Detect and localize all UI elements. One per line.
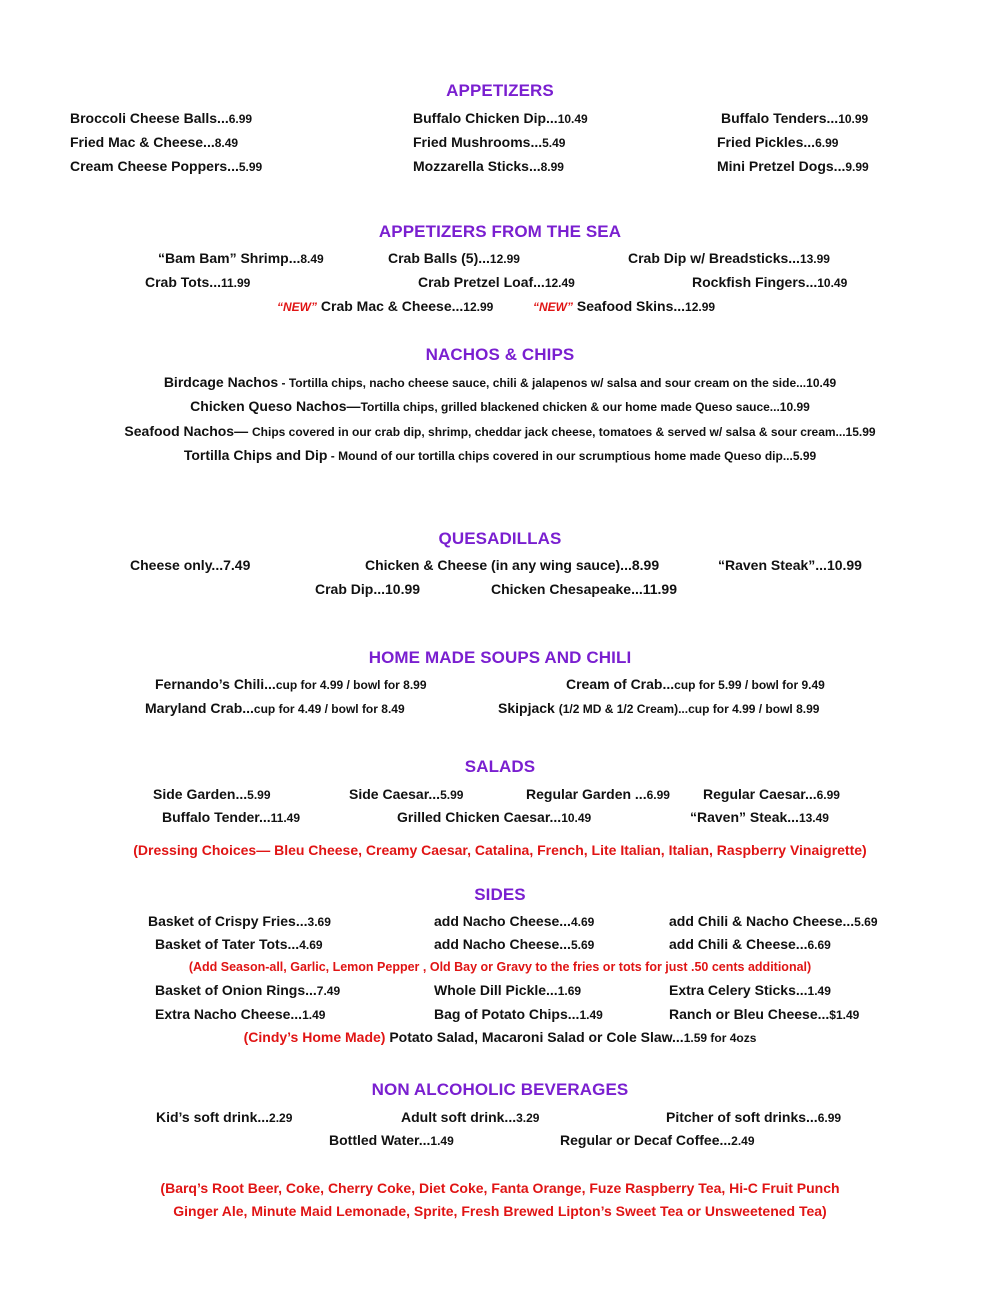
salads-heading: SALADS [464,757,536,776]
soups-heading: HOME MADE SOUPS AND CHILI [368,648,632,667]
menu-item: Crab Tots...11.99 [145,274,251,290]
menu-item: Buffalo Chicken Dip...10.49 [413,110,588,126]
menu-item: add Chili & Cheese...6.69 [669,936,831,952]
menu-item: Crab Dip w/ Breadsticks...13.99 [628,250,830,266]
menu-item: Basket of Crispy Fries...3.69 [148,913,331,929]
menu-item: Tortilla Chips and Dip - Mound of our tortilla chips covered in our scrumptious home made Queso dip...5.99 [183,447,817,463]
menu-item: Crab Balls (5)...12.99 [388,250,520,266]
menu-item: add Nacho Cheese...4.69 [434,913,595,929]
menu-item: “NEW” Seafood Skins...12.99 [533,298,716,314]
menu-item: Broccoli Cheese Balls...6.99 [70,110,253,126]
menu-item: Seafood Nachos— Chips covered in our crab dip, shrimp, cheddar jack cheese, tomatoes & served w/ salsa & sour cream...15.99 [124,423,876,439]
menu-item: Kid’s soft drink...2.29 [156,1109,293,1125]
menu-item: Pitcher of soft drinks...6.99 [666,1109,842,1125]
soft-drink-list-line-2: Ginger Ale, Minute Maid Lemonade, Sprite, Fresh Brewed Lipton’s Sweet Tea or Unsweetened Tea) [173,1203,827,1219]
menu-item: Side Caesar...5.99 [349,786,464,802]
menu-item: Bag of Potato Chips...1.49 [434,1006,603,1022]
menu-item: Fernando’s Chili...cup for 4.99 / bowl for 8.99 [155,676,427,692]
menu-item: Regular Garden ...6.99 [526,786,670,802]
menu-item: Grilled Chicken Caesar...10.49 [397,809,592,825]
menu-item: Fried Mushrooms...5.49 [413,134,566,150]
menu-item: Buffalo Tender...11.49 [162,809,301,825]
sea-heading: APPETIZERS FROM THE SEA [378,222,622,241]
menu-item: Crab Pretzel Loaf...12.49 [418,274,575,290]
sides-heading: SIDES [474,885,526,904]
menu-item: Adult soft drink...3.29 [401,1109,540,1125]
menu-item: Regular or Decaf Coffee...2.49 [560,1132,755,1148]
appetizers-heading: APPETIZERS [446,81,554,100]
menu-item: “Raven Steak”...10.99 [718,557,862,573]
menu-item: Buffalo Tenders...10.99 [721,110,869,126]
dressing-choices-note: (Dressing Choices— Bleu Cheese, Creamy Caesar, Catalina, French, Lite Italian, Italian, Raspberry Vinaigrette) [133,842,867,858]
menu-item: Chicken Chesapeake...11.99 [491,581,677,597]
menu-item: Mozzarella Sticks...8.99 [413,158,564,174]
menu-item: Side Garden...5.99 [153,786,271,802]
menu-item: Rockfish Fingers...10.49 [692,274,848,290]
menu-item: Extra Nacho Cheese...1.49 [155,1006,326,1022]
menu-item: Chicken Queso Nachos—Tortilla chips, grilled blackened chicken & our home made Queso sauce...10.99 [190,398,810,414]
cindys-home-made-line: (Cindy’s Home Made) Potato Salad, Macaroni Salad or Cole Slaw...1.59 for 4ozs [243,1029,757,1045]
menu-item: Ranch or Bleu Cheese...$1.49 [669,1006,860,1022]
menu-item: Bottled Water...1.49 [329,1132,454,1148]
menu-item: Cream of Crab...cup for 5.99 / bowl for 9.49 [566,676,825,692]
menu-item: Mini Pretzel Dogs...9.99 [717,158,869,174]
menu-item: Skipjack (1/2 MD & 1/2 Cream)...cup for 4.99 / bowl 8.99 [498,700,820,716]
menu-item: Maryland Crab...cup for 4.49 / bowl for 8.49 [145,700,405,716]
menu-item: Crab Dip...10.99 [315,581,421,597]
nachos-heading: NACHOS & CHIPS [425,345,575,364]
quesadillas-heading: QUESADILLAS [438,529,562,548]
menu-item: Fried Mac & Cheese...8.49 [70,134,239,150]
menu-item: Cream Cheese Poppers...5.99 [70,158,263,174]
new-badge: “NEW” [277,300,317,314]
menu-item: “Raven” Steak...13.49 [690,809,829,825]
menu-item: Chicken & Cheese (in any wing sauce)...8.99 [365,557,660,573]
new-badge: “NEW” [533,300,573,314]
menu-item: Cheese only...7.49 [130,557,251,573]
menu-item: Birdcage Nachos - Tortilla chips, nacho cheese sauce, chili & jalapenos w/ salsa and sour cream on the side...10.49 [163,374,837,390]
menu-item: Basket of Onion Rings...7.49 [155,982,341,998]
menu-item: add Chili & Nacho Cheese...5.69 [669,913,878,929]
menu-item: Basket of Tater Tots...4.69 [155,936,323,952]
menu-item: Fried Pickles...6.99 [717,134,839,150]
menu-item: Whole Dill Pickle...1.69 [434,982,582,998]
menu-item: “Bam Bam” Shrimp...8.49 [158,250,324,266]
menu-item: Extra Celery Sticks...1.49 [669,982,831,998]
season-note: (Add Season-all, Garlic, Lemon Pepper , Old Bay or Gravy to the fries or tots for just .50 cents additional) [188,960,812,974]
beverages-heading: NON ALCOHOLIC BEVERAGES [371,1080,629,1099]
menu-item: “NEW” Crab Mac & Cheese...12.99 [277,298,494,314]
soft-drink-list-line-1: (Barq’s Root Beer, Coke, Cherry Coke, Diet Coke, Fanta Orange, Fuze Raspberry Tea, Hi-C Fruit Punch [160,1180,840,1196]
menu-item: Regular Caesar...6.99 [703,786,840,802]
menu-item: add Nacho Cheese...5.69 [434,936,595,952]
